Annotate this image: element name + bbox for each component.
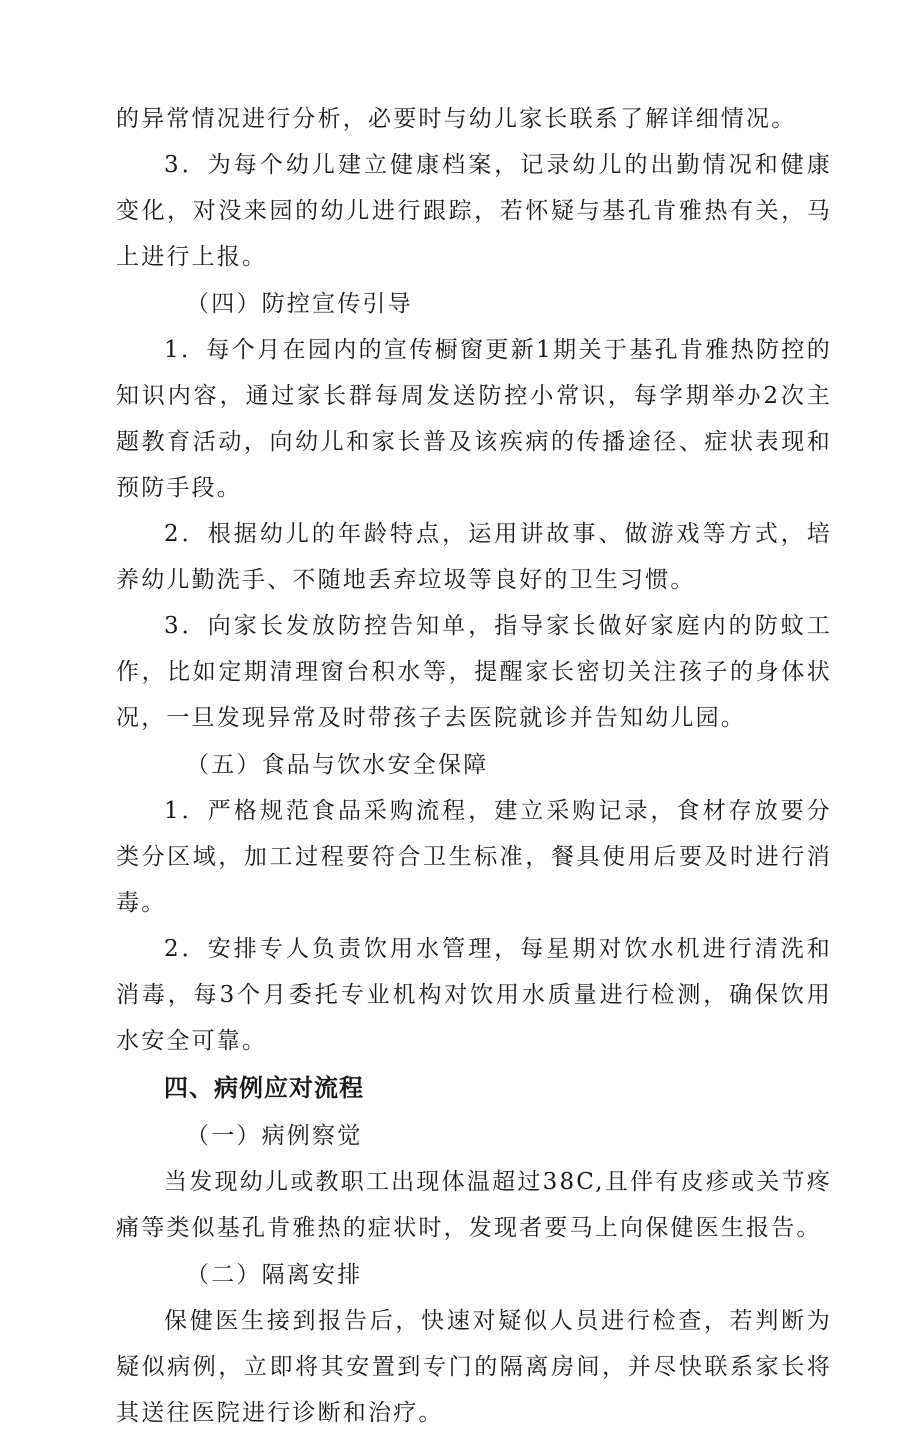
paragraph-publicity-3: 3．向家长发放防控告知单，指导家长做好家庭内的防蚊工作，比如定期清理窗台积水等，提醒家长密切关注孩子的身体状况，一旦发现异常及时带孩子去医院就诊并告知幼儿园。 xyxy=(116,613,832,731)
subheading-case-detection: （一）病例察觉 xyxy=(186,1123,363,1149)
paragraph-health-records: 3．为每个幼儿建立健康档案，记录幼儿的出勤情况和健康变化，对没来园的幼儿进行跟踪，若怀疑与基孔肯雅热有关，马上进行上报。 xyxy=(116,152,832,270)
paragraph-food-1: 1．严格规范食品采购流程，建立采购记录，食材存放要分类分区域，加工过程要符合卫生标准，餐具使用后要及时进行消毒。 xyxy=(116,798,832,916)
paragraph-water-2: 2．安排专人负责饮用水管理，每星期对饮水机进行清洗和消毒，每3个月委托专业机构对饮用水质量进行检测，确保饮用水安全可靠。 xyxy=(116,936,832,1054)
paragraph-publicity-2: 2．根据幼儿的年龄特点，运用讲故事、做游戏等方式，培养幼儿勤洗手、不随地丢弃垃圾等良好的卫生习惯。 xyxy=(116,521,832,593)
section-heading-case-response: 四、病例应对流程 xyxy=(164,1074,364,1102)
paragraph-isolation: 保健医生接到报告后，快速对疑似人员进行检查，若判断为疑似病例，立即将其安置到专门的隔离房间，并尽快联系家长将其送往医院进行诊断和治疗。 xyxy=(116,1308,832,1426)
paragraph-case-detection: 当发现幼儿或教职工出现体温超过38C,且伴有皮疹或关节疼痛等类似基孔肯雅热的症状时，发现者要马上向保健医生报告。 xyxy=(116,1169,832,1241)
subheading-publicity: （四）防控宣传引导 xyxy=(186,291,413,317)
paragraph-continued: 的异常情况进行分析，必要时与幼儿家长联系了解详细情况。 xyxy=(116,106,797,132)
subheading-food-water: （五）食品与饮水安全保障 xyxy=(186,752,489,778)
paragraph-publicity-1: 1．每个月在园内的宣传橱窗更新1期关于基孔肯雅热防控的知识内容，通过家长群每周发送防控小常识，每学期举办2次主题教育活动，向幼儿和家长普及该疾病的传播途径、症状表现和预防手段。 xyxy=(116,337,832,501)
document-body xyxy=(116,96,832,1436)
subheading-isolation: （二）隔离安排 xyxy=(186,1262,363,1288)
